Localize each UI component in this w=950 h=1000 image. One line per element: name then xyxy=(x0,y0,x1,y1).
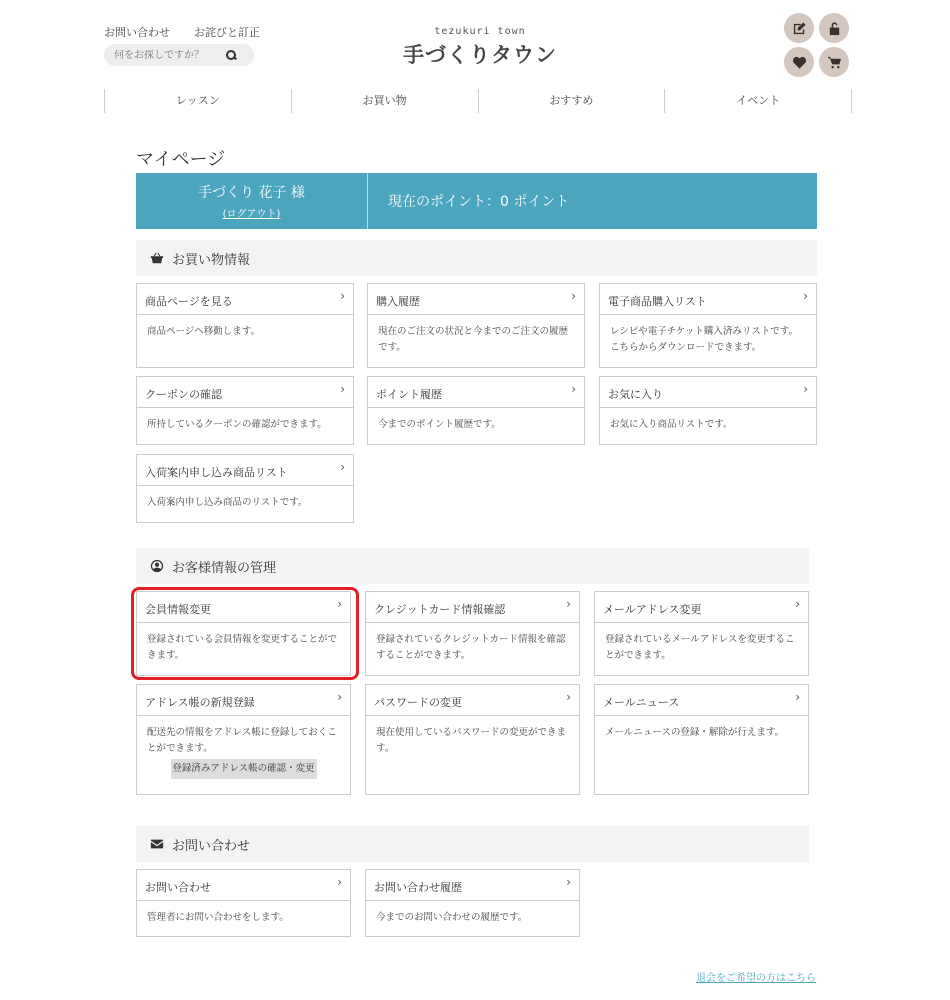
card-purchase-history[interactable] xyxy=(367,283,585,368)
card-desc: 今までのポイント履歴です。 xyxy=(378,419,501,430)
card-title[interactable]: クレジットカード情報確認 › xyxy=(366,592,579,623)
user-info xyxy=(136,173,368,229)
card-inquiry[interactable] xyxy=(136,869,351,937)
card-title[interactable]: アドレス帳の新規登録 › xyxy=(137,685,350,716)
card-digital-purchases[interactable] xyxy=(599,283,817,368)
card-favorites[interactable] xyxy=(599,376,817,445)
card-inquiry-history[interactable] xyxy=(365,869,580,937)
card-email-change[interactable] xyxy=(594,591,809,676)
card-title[interactable]: 会員情報変更 › xyxy=(137,592,350,623)
logo-sub: tezukuri town xyxy=(434,26,526,37)
card-desc-wrap xyxy=(137,716,350,788)
card-desc: お気に入り商品リストです。 xyxy=(610,419,733,430)
card-address-book[interactable] xyxy=(136,684,351,795)
logo-main: 手づくりタウン xyxy=(403,43,557,67)
card-member-info[interactable] xyxy=(136,591,351,676)
search-box xyxy=(104,44,254,66)
section-inquiry-title: お問い合わせ xyxy=(172,838,251,854)
card-desc: レシピや電子チケット購入済みリストです。こちらからダウンロードできます。 xyxy=(610,326,798,353)
section-shopping-heading xyxy=(136,240,817,276)
card-desc: 管理者にお問い合わせをします。 xyxy=(147,912,289,923)
section-shopping-title: お買い物情報 xyxy=(172,252,251,268)
card-desc: 商品ページへ移動します。 xyxy=(147,326,261,337)
card-title[interactable]: ポイント履歴 › xyxy=(368,377,584,408)
unlock-icon[interactable] xyxy=(819,13,849,43)
card-desc: メールニュースの登録・解除が行えます。 xyxy=(605,727,785,738)
card-title[interactable]: 入荷案内申し込み商品リスト › xyxy=(137,455,353,486)
contact-link[interactable]: お問い合わせ xyxy=(104,26,170,39)
card-title[interactable]: クーポンの確認 › xyxy=(137,377,353,408)
user-name: 手づくり 花子 様 xyxy=(198,185,305,201)
card-desc: 配送先の情報をアドレス帳に登録しておくことができます。 xyxy=(147,727,337,754)
heart-icon[interactable] xyxy=(784,47,814,77)
logout-link[interactable]: (ログアウト) xyxy=(222,209,281,220)
search-icon[interactable] xyxy=(224,48,238,62)
card-credit-card[interactable] xyxy=(365,591,580,676)
card-title[interactable]: 商品ページを見る › xyxy=(137,284,353,315)
card-title[interactable]: お問い合わせ › xyxy=(137,870,350,901)
card-mail-news[interactable] xyxy=(594,684,809,795)
card-restock-list[interactable] xyxy=(136,454,354,523)
errata-link[interactable]: お詫びと訂正 xyxy=(194,26,260,39)
cart-icon[interactable] xyxy=(819,47,849,77)
card-desc: 現在使用しているパスワードの変更ができます。 xyxy=(376,727,567,754)
nav-recommend[interactable]: おすすめ xyxy=(478,89,665,113)
card-desc: 所持しているクーポンの確認ができます。 xyxy=(147,419,327,430)
withdraw-link[interactable]: 退会をご希望の方はこちら xyxy=(696,973,816,984)
user-circle-icon xyxy=(150,559,164,573)
main-nav xyxy=(104,89,852,113)
card-desc: 入荷案内申し込み商品のリストです。 xyxy=(147,497,308,508)
card-title[interactable]: 購入履歴 › xyxy=(368,284,584,315)
nav-event[interactable]: イベント xyxy=(664,89,852,113)
user-bar xyxy=(136,173,817,229)
section-account-heading xyxy=(136,548,809,584)
card-desc: 登録されているメールアドレスを変更することができます。 xyxy=(605,634,795,661)
card-desc: 登録されているクレジットカード情報を確認することができます。 xyxy=(376,634,566,661)
page-title: マイページ xyxy=(136,149,226,170)
section-account-title: お客様情報の管理 xyxy=(172,560,277,576)
card-title[interactable]: お問い合わせ履歴 › xyxy=(366,870,579,901)
address-book-edit-button[interactable]: 登録済みアドレス帳の確認・変更 xyxy=(171,759,317,779)
section-inquiry-heading xyxy=(136,826,809,862)
card-desc: 今までのお問い合わせの履歴です。 xyxy=(376,912,528,923)
envelope-icon xyxy=(150,837,164,851)
card-title[interactable]: お気に入り › xyxy=(600,377,816,408)
edit-icon[interactable] xyxy=(784,13,814,43)
nav-lesson[interactable]: レッスン xyxy=(104,89,291,113)
card-point-history[interactable] xyxy=(367,376,585,445)
card-title[interactable]: 電子商品購入リスト › xyxy=(600,284,816,315)
card-password-change[interactable] xyxy=(365,684,580,795)
card-desc: 現在のご注文の状況と今までのご注文の履歴です。 xyxy=(378,326,569,353)
card-product-page[interactable] xyxy=(136,283,354,368)
card-desc: 登録されている会員情報を変更することができます。 xyxy=(147,634,338,661)
card-coupon[interactable] xyxy=(136,376,354,445)
card-title[interactable]: メールニュース › xyxy=(595,685,808,716)
site-logo[interactable] xyxy=(400,26,560,69)
basket-icon xyxy=(150,251,164,265)
search-input[interactable] xyxy=(114,50,224,61)
card-title[interactable]: パスワードの変更 › xyxy=(366,685,579,716)
nav-shopping[interactable]: お買い物 xyxy=(291,89,478,113)
header-links xyxy=(104,24,260,40)
points-display: 現在のポイント：0 ポイント xyxy=(388,194,570,210)
card-title[interactable]: メールアドレス変更 › xyxy=(595,592,808,623)
